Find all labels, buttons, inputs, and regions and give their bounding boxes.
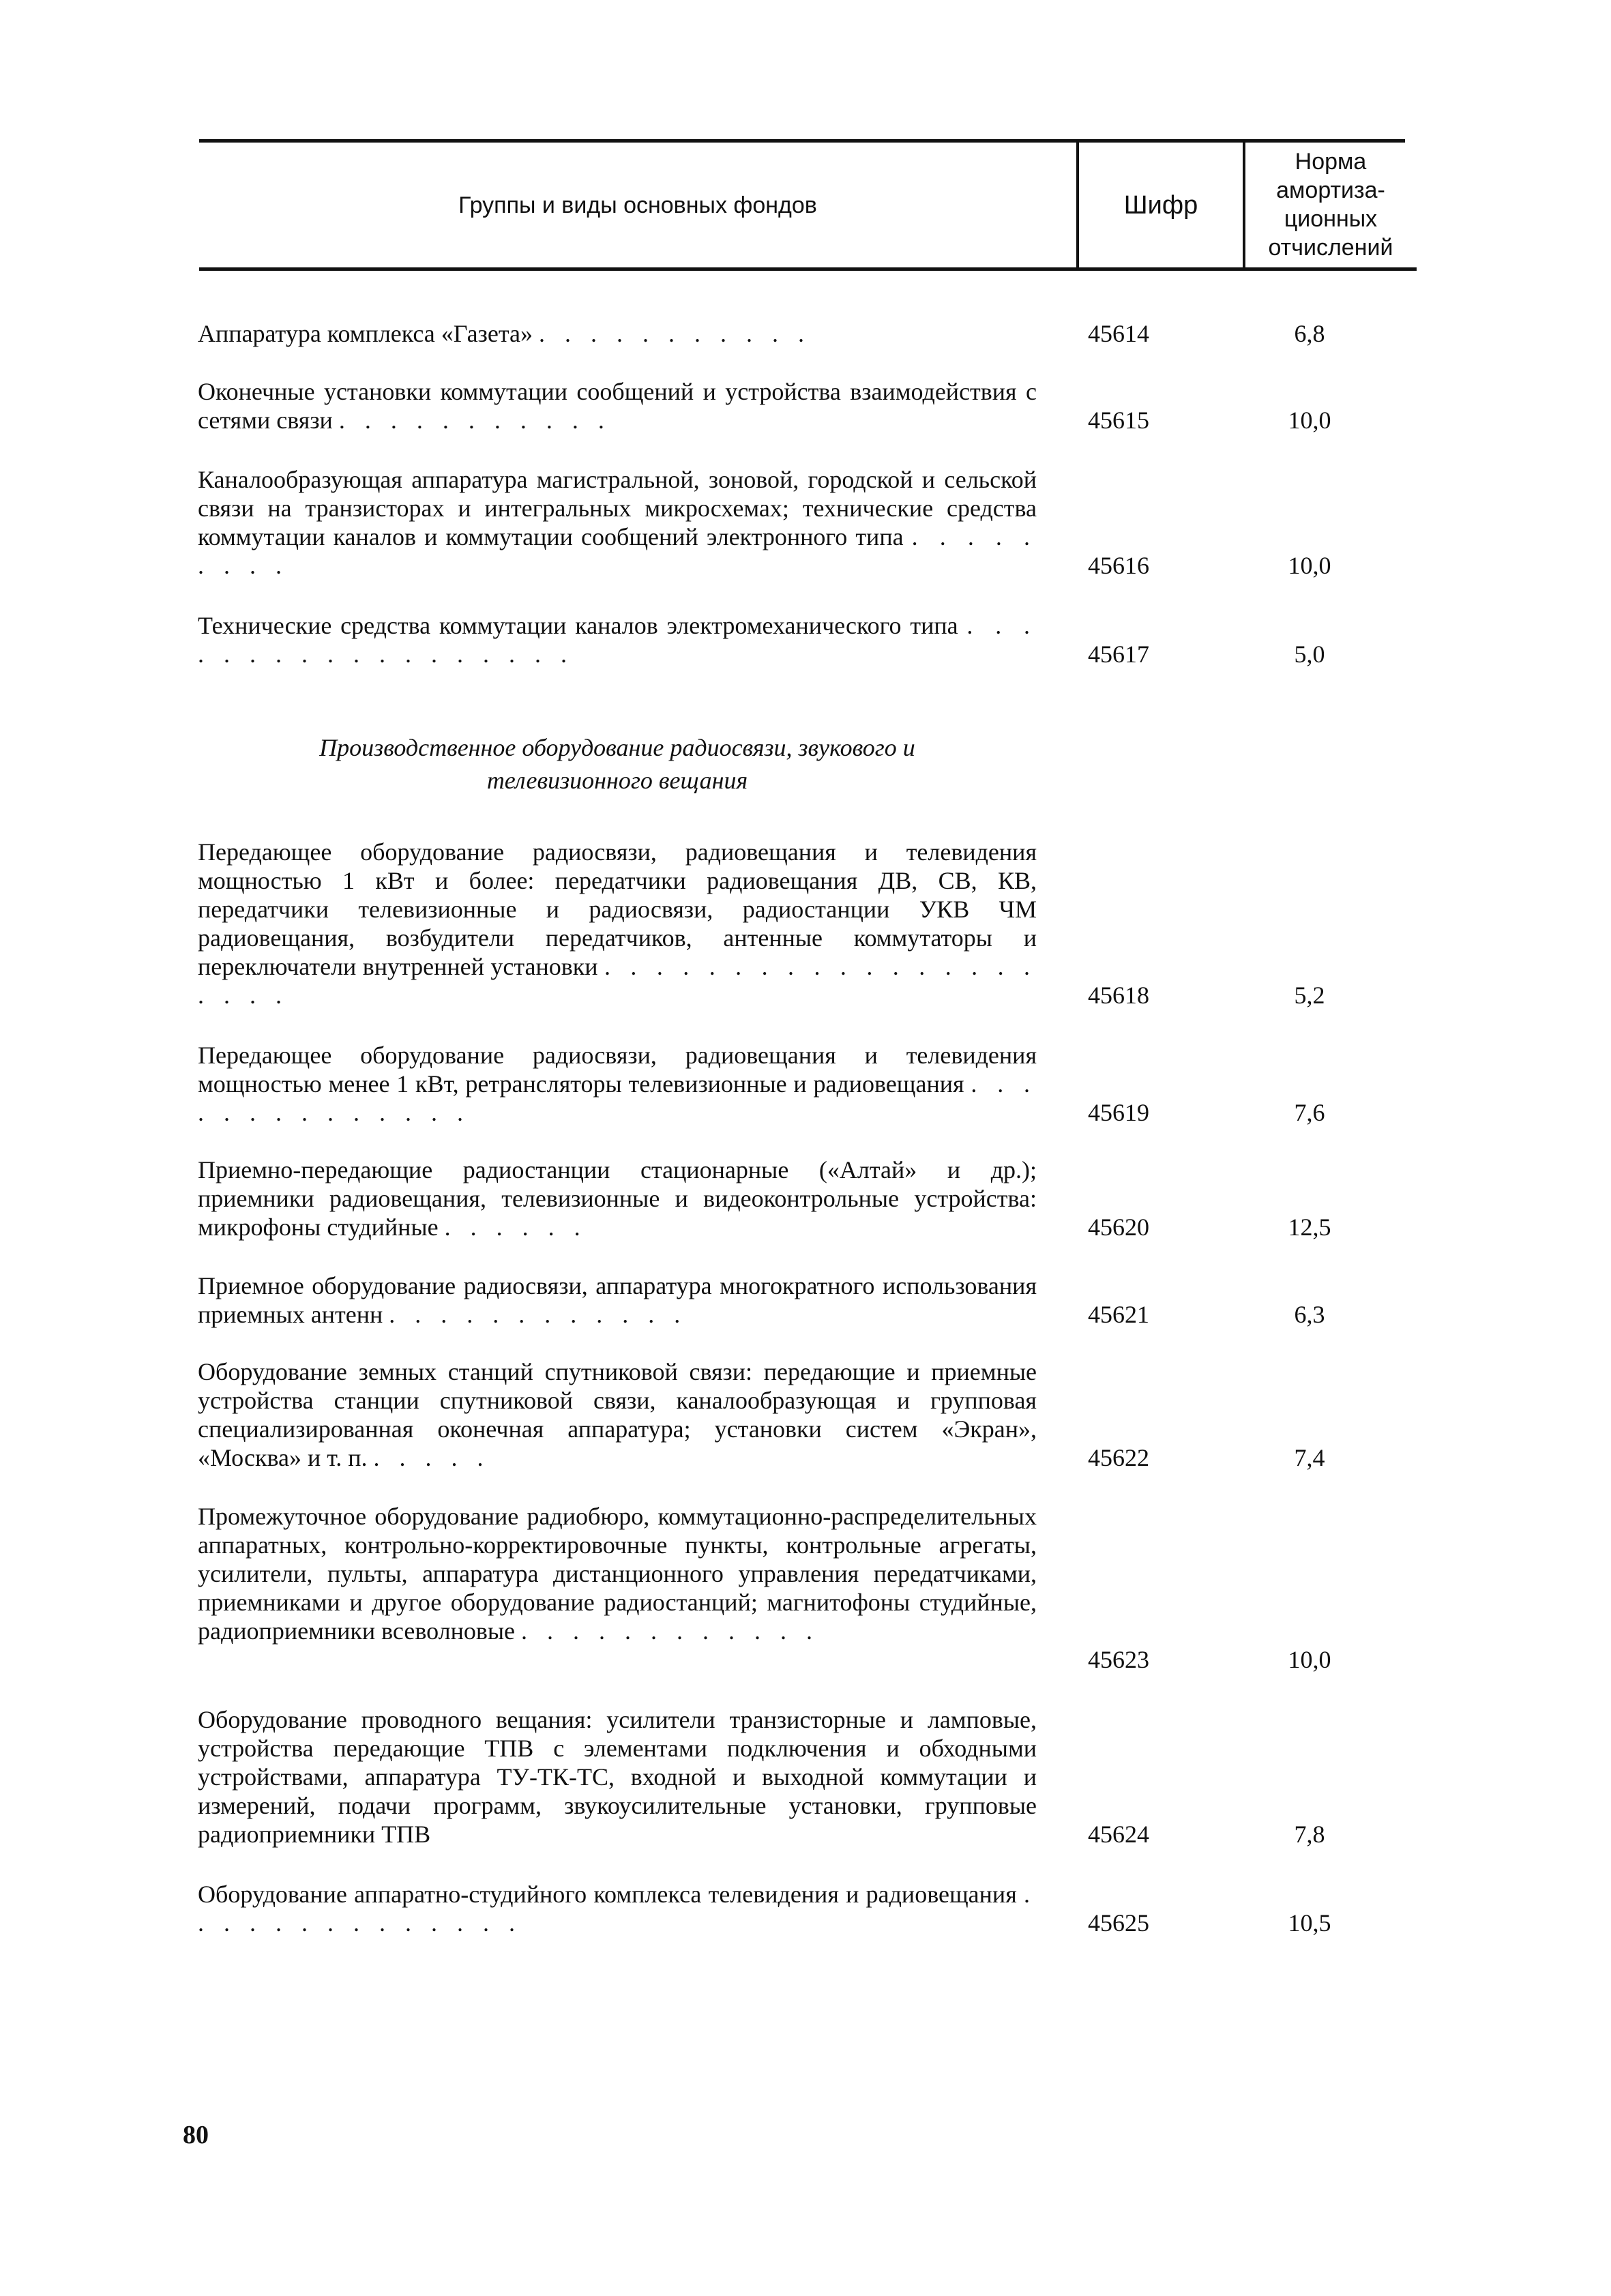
header-code: Шифр — [1123, 191, 1198, 220]
leader-dots: . . . . . . . . . . . . — [389, 1301, 688, 1328]
row-norm: 10,0 — [1288, 1646, 1331, 1673]
row-norm: 5,0 — [1294, 641, 1325, 668]
leader-dots: . . . . . . . . . . . . — [521, 1617, 819, 1645]
row-description: Технические средства коммутации каналов электромеханического типа — [198, 612, 958, 639]
header-norm-line: амортиза- — [1276, 177, 1385, 203]
row-description: Передающее оборудование радиосвязи, радиовещания и телевидения мощностью 1 кВт и более: передатчики радиовещания ДВ, СВ, КВ, передатчики телевизионные и радиосвязи, радиостанции УКВ ЧМ радиовещания, возбудители передатчиков, антенные коммутаторы и переключатели внутренней установки — [198, 838, 1037, 980]
row-description: Оборудование земных станций спутниковой связи: передающие и приемные устройства станции спутниковой связи, каналообразующая и групповая специализированная оконечная аппаратура; установки систем «Экран», «Москва» и т. п. — [198, 1358, 1037, 1471]
row-description: Каналообразующая аппаратура магистральной, зоновой, городской и сельской связи на транзисторах и интегральных микросхемах; технические средства коммутации каналов и коммутации сообщений электронного типа — [198, 466, 1037, 550]
leader-dots: . . . . . . — [444, 1213, 587, 1241]
header-bottom-rule — [199, 267, 1417, 271]
leader-dots: . . . . . . . . . . . . . . — [198, 1881, 1037, 1937]
leader-dots: . . . . . . . . . — [198, 523, 1037, 579]
leader-dots: . . . . . . . . . . . . . . — [198, 1070, 1037, 1126]
row-norm: 10,5 — [1288, 1909, 1331, 1937]
header-top-rule — [199, 139, 1405, 143]
header-groups: Группы и виды основных фондов — [458, 192, 817, 218]
row-norm: 10,0 — [1288, 407, 1331, 434]
row-code: 45615 — [1088, 407, 1149, 434]
row-code: 45621 — [1088, 1301, 1149, 1328]
row-description: Аппаратура комплекса «Газета» — [198, 320, 533, 347]
row-norm: 7,6 — [1294, 1099, 1325, 1126]
leader-dots: . . . . . . . . . . . — [338, 407, 611, 434]
row-code: 45623 — [1088, 1646, 1149, 1673]
row-code: 45614 — [1088, 320, 1149, 347]
row-code: 45617 — [1088, 641, 1149, 668]
section-title: Производственное оборудование радиосвязи, звукового и телевизионного вещания — [319, 734, 915, 794]
row-code: 45616 — [1088, 552, 1149, 579]
row-description: Оборудование аппаратно-студийного комплекса телевидения и радиовещания — [198, 1881, 1017, 1908]
row-norm: 7,8 — [1294, 1821, 1325, 1848]
row-norm: 12,5 — [1288, 1213, 1331, 1241]
row-code: 45622 — [1088, 1444, 1149, 1471]
page-number: 80 — [183, 2121, 209, 2149]
leader-dots: . . . . . — [373, 1444, 490, 1471]
header-norm-line: Норма — [1295, 149, 1367, 175]
leader-dots: . . . . . . . . . . . — [539, 320, 811, 347]
header-norm-line: отчислений — [1268, 235, 1393, 261]
row-code: 45619 — [1088, 1099, 1149, 1126]
row-code: 45618 — [1088, 982, 1149, 1009]
row-code: 45625 — [1088, 1909, 1149, 1937]
row-norm: 6,3 — [1294, 1301, 1325, 1328]
row-description: Промежуточное оборудование радиобюро, коммутационно-распределительных аппаратных, контрольно-корректировочные пункты, контрольные агрегаты, усилители, пульты, аппаратура дистанционного управления передатчиками, приемниками и другое оборудование радиостанций; магнитофоны студийные, радиоприемники всеволновые — [198, 1503, 1037, 1645]
row-description: Передающее оборудование радиосвязи, радиовещания и телевидения мощностью менее 1 кВт, ретрансляторы телевизионные и радиовещания — [198, 1042, 1037, 1098]
row-norm: 6,8 — [1294, 320, 1325, 347]
row-norm: 5,2 — [1294, 982, 1325, 1009]
row-code: 45620 — [1088, 1213, 1149, 1241]
row-description: Оборудование проводного вещания: усилители транзисторные и ламповые, устройства передающие ТПВ с элементами подключения и обходными устройствами, аппаратура ТУ-ТК-ТС, входной и выходной коммутации и измерений, подачи программ, звукоусилительные установки, групповые радиоприемники ТПВ — [198, 1706, 1037, 1848]
row-norm: 10,0 — [1288, 552, 1331, 579]
row-description: Оконечные установки коммутации сообщений и устройства взаимодействия с сетями связи — [198, 378, 1037, 434]
row-description: Приемно-передающие радиостанции стационарные («Алтай» и др.); приемники радиовещания, телевизионные и видеоконтрольные устройства: микрофоны студийные — [198, 1156, 1037, 1241]
header-norm-line: ционных — [1284, 206, 1378, 232]
header-norm — [1245, 147, 1416, 262]
leader-dots: . . . . . . . . . . . . . . . . . . — [198, 612, 1037, 668]
row-code: 45624 — [1088, 1821, 1149, 1848]
leader-dots: . . . . . . . . . . . . . . . . . . . . . — [198, 953, 1037, 1009]
row-norm: 7,4 — [1294, 1444, 1325, 1471]
row-description: Приемное оборудование радиосвязи, аппаратура многократного использования приемных антенн — [198, 1272, 1037, 1328]
